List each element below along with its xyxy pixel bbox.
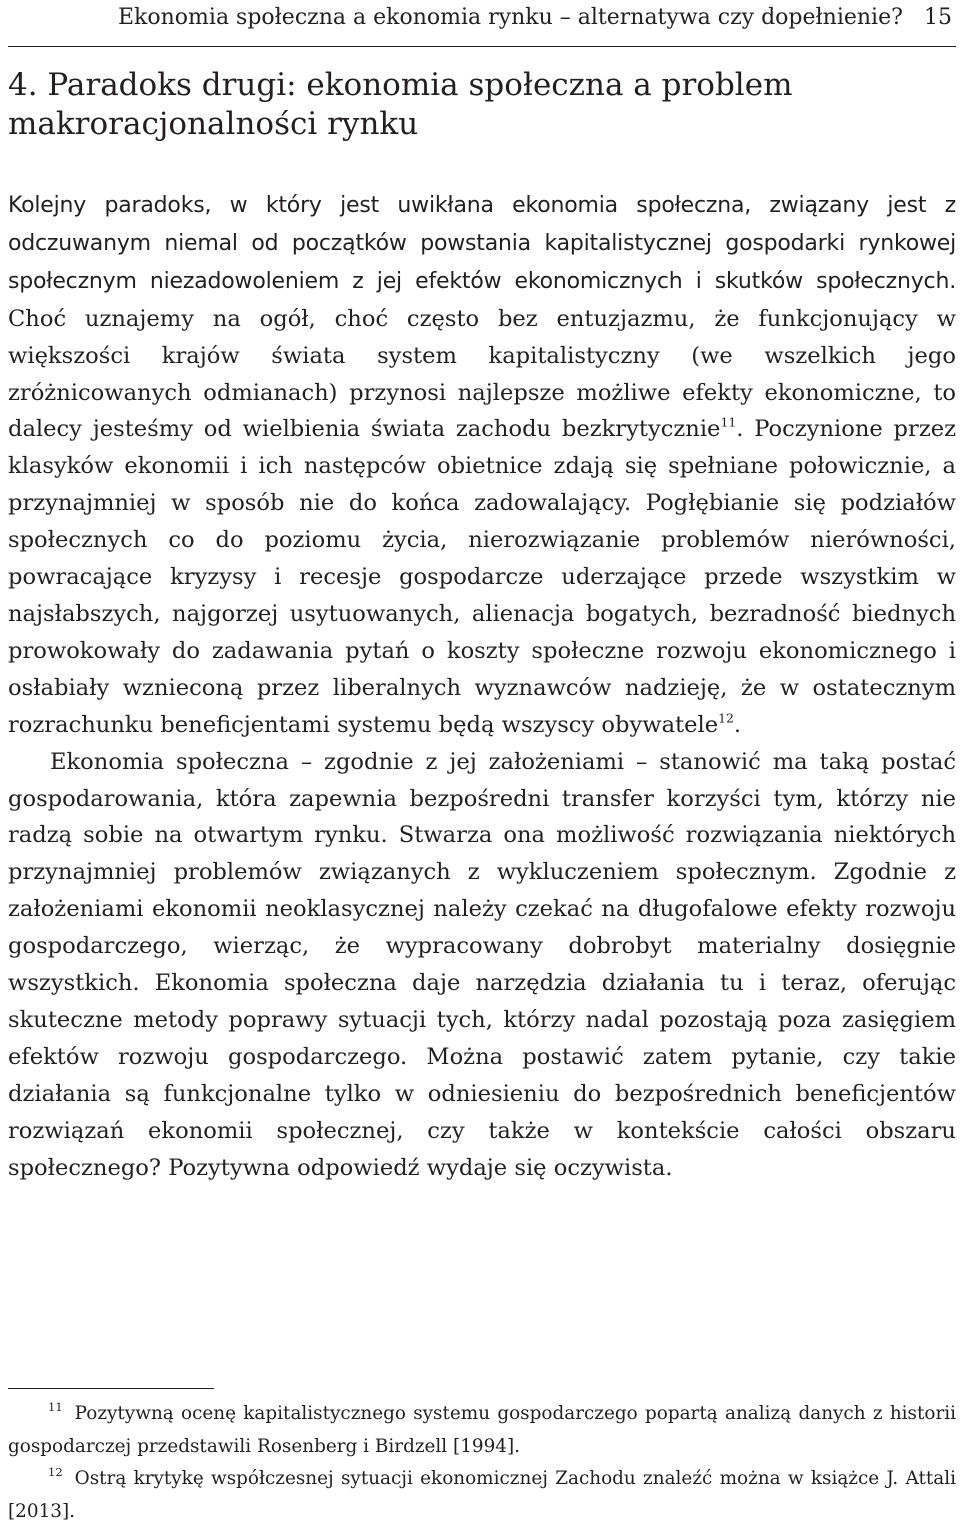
paragraph-1 [8,187,956,744]
footnote-number: 12 [48,1464,63,1479]
page-number: 15 [924,5,952,30]
paragraph-1-end: . [733,711,742,738]
paragraph-1-lead: Kolejny paradoks, w który jest uwikłana ekonomia społeczna, związany jest z odczuwanym niemal od początków powstania kapitalistycznej gospodarki rynkowej społecznym niezadowoleniem z jej efektów ekonomicznych i skutków społecznych. [8,193,956,294]
footnote-text: Ostrą krytykę współczesnej sytuacji ekonomicznej Zachodu znaleźć można w książce J. Attali [2013]. [8,1468,956,1522]
running-title: Ekonomia społeczna a ekonomia rynku – alternatywa czy dopełnienie? [118,5,903,30]
book-page [8,0,956,1522]
running-header [8,0,956,47]
footnote-text: Pozytywną ocenę kapitalistycznego systemu gospodarczego popartą analizą danych z historii gospodarczej przedstawili Rosenberg i Birdzell [1994]. [8,1403,956,1457]
footnote-ref-12[interactable]: 12 [718,710,734,726]
paragraph-1-part-2: Choć uznajemy na ogół, choć często bez entuzjazmu, że funkcjonujący w większości krajów świata system kapitalistyczny (we wszelkich jego zróżnicowanych odmianach) przynosi najlepsze możliwe efekty ekonomiczne, to dalecy jesteśmy od wielbienia świata zachodu bezkrytycznie [8,305,956,443]
section-heading: 4. Paradoks drugi: ekonomia społeczna a problem makroracjonalności rynku [8,67,793,142]
footnote-number: 11 [48,1399,63,1414]
footnote-ref-11[interactable]: 11 [720,415,737,431]
paragraph-2: Ekonomia społeczna – zgodnie z jej założeniami – stanowić ma taką postać gospodarowania, która zapewnia bezpośredni transfer korzyści tym, którzy nie radzą sobie na otwartym rynku. Stwarza ona możliwość rozwiązania niektórych przynajmniej problemów związanych z wykluczeniem społecznym. Zgodnie z założeniami ekonomii neoklasycznej należy czekać na długofalowe efekty rozwoju gospodarczego, wierząc, że wypracowany dobrobyt materialny dosięgnie wszystkich. Ekonomia społeczna daje narzędzia działania tu i teraz, oferując skuteczne metody poprawy sytuacji tych, którzy nadal pozostają poza zasięgiem efektów rozwoju gospodarczego. Można postawić zatem pytanie, czy takie działania są funkcjonalne tylko w odniesieniu do bezpośrednich beneficjentów rozwiązań ekonomii społecznej, czy także w kontekście całości obszaru społecznego? Pozytywna odpowiedź wydaje się oczywista. [8,748,956,1181]
footnotes [8,1398,956,1528]
footnote-12 [8,1463,956,1528]
paragraph-1-part-3: . Poczynione przez klasyków ekonomii i ich następców obietnice zdają się spełniane połowicznie, a przynajmniej w sposób nie do końca zadowalający. Pogłębianie się podziałów społecznych co do poziomu życia, nierozwiązanie problemów nierówności, powracające kryzysy i recesje gospodarcze uderzające przede wszystkim w najsłabszych, najgorzej usytuowanych, alienacja bogatych, bezradność biednych prowokowały do zadawania pytań o koszty społeczne rozwoju ekonomicznego i osłabiały wznieconą przez liberalnych wyznawców nadzieję, że w ostatecznym rozrachunku beneficjentami systemu będą wszyscy obywatele [8,416,956,738]
footnote-11 [8,1398,956,1463]
body-text [8,187,956,1186]
footnote-divider [8,1388,214,1389]
